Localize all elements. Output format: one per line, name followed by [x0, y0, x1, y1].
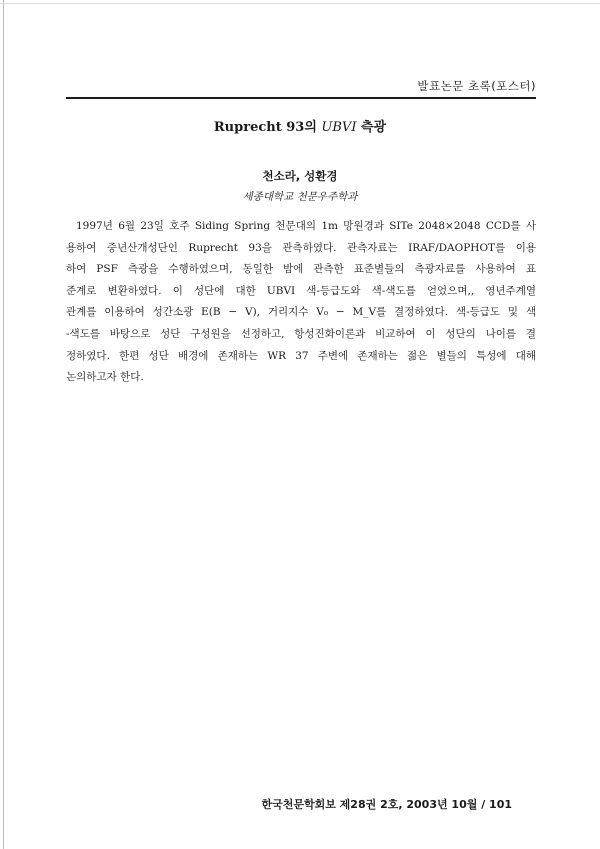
abstract-line: 논의하고자 한다. [66, 371, 144, 384]
abstract-line: 용하여 중년산개성단인 Ruprecht 93을 관측하였다. 관측자료는 IRAF/DAOPHOT를 이용 [66, 241, 536, 254]
authors: 천소라, 성환경 [262, 169, 338, 183]
title-italic: UBVI [321, 120, 357, 135]
title-suffix: 측광 [356, 120, 387, 135]
header-rule [66, 97, 536, 99]
abstract-line: 관계를 이용하여 성간소광 E(B − V), 거리지수 V₀ − M_V를 결정하였다. 색-등급도 및 색 [66, 306, 536, 319]
abstract-line: -색도를 바탕으로 성단 구성원을 선정하고, 항성진화이론과 비교하여 이 성단의 나이를 결 [66, 327, 536, 340]
title-prefix: Ruprecht 93의 [213, 120, 322, 135]
affiliation: 세종대학교 천문우주학과 [242, 191, 358, 203]
section-header: 발표논문 초록(포스터) [417, 79, 536, 93]
journal-citation: 한국천문학회보 제28권 2호, 2003년 10월 / 101 [261, 798, 512, 811]
paper-title [0, 116, 600, 135]
abstract-line: 하여 PSF 측광을 수행하였으며, 동일한 밤에 관측한 표준별들의 측광자료를 사용하여 표 [66, 263, 536, 276]
abstract-line: 1997년 6월 23일 호주 Siding Spring 천문대의 1m 망원경과 SITe 2048×2048 CCD를 사 [76, 220, 536, 232]
abstract [66, 216, 536, 389]
page-edge-top [0, 3, 600, 4]
abstract-line: 준계로 변환하였다. 이 성단에 대한 UBVI 색-등급도와 색-색도를 얻었으며,, 영년주계열 [66, 284, 536, 297]
abstract-line: 정하였다. 한편 성단 배경에 존재하는 WR 37 주변에 존재하는 젊은 별들의 특성에 대해 [66, 349, 536, 362]
